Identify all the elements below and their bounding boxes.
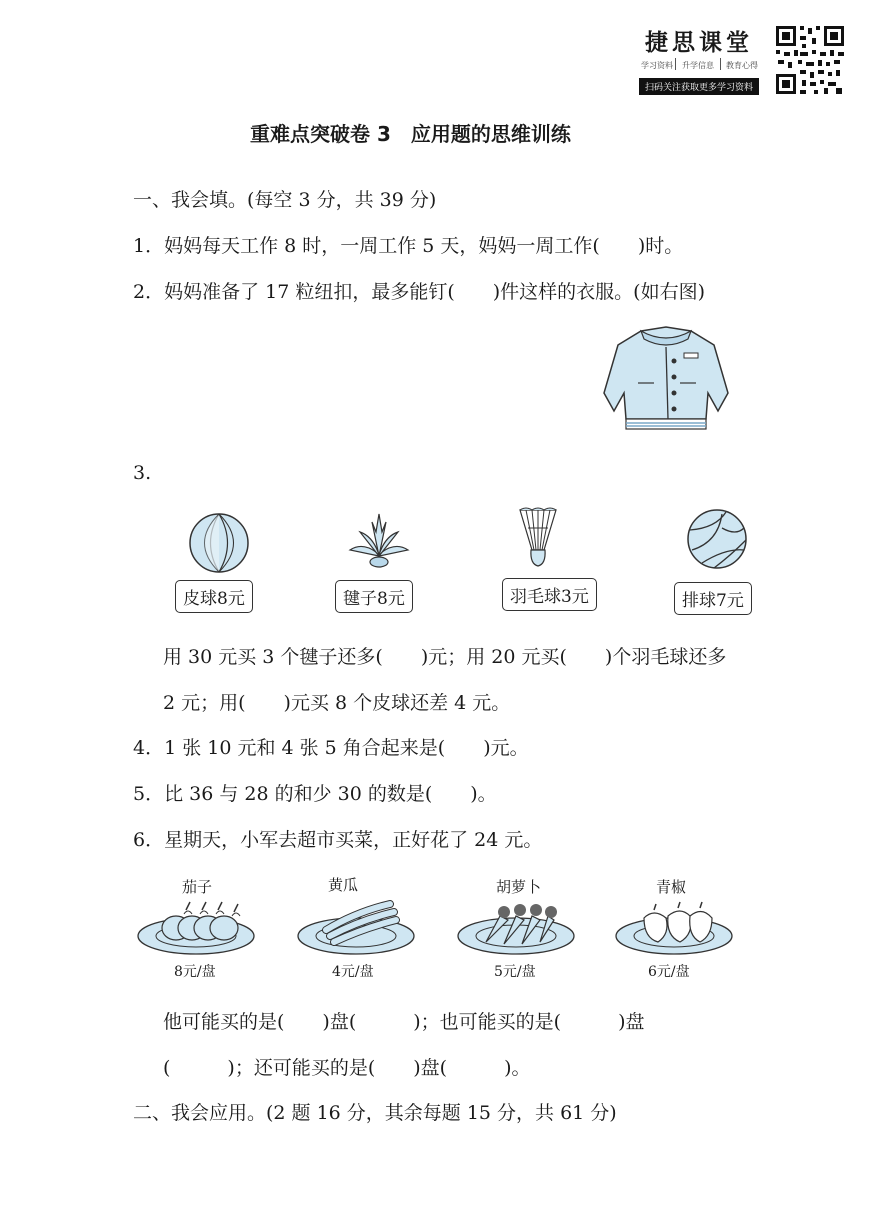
food-name-eggplant: 茄子 bbox=[182, 878, 213, 896]
jianzi-icon bbox=[346, 512, 412, 572]
section-2-heading: 二、我会应用。(2 题 16 分，其余每题 15 分，共 61 分) bbox=[133, 1102, 617, 1124]
food-name-pepper: 青椒 bbox=[656, 878, 687, 896]
food-price-pepper: 6元/盘 bbox=[648, 964, 690, 980]
question-3-number: 3. bbox=[133, 462, 152, 484]
price-label-volleyball: 排球7元 bbox=[674, 582, 752, 615]
brand-tag-1: 学习资料 bbox=[641, 61, 673, 70]
divider bbox=[720, 58, 721, 70]
brand-tag-2: 升学信息 bbox=[682, 61, 714, 70]
question-3-line-1: 用 30 元买 3 个毽子还多( )元；用 20 元买( )个羽毛球还多 bbox=[163, 646, 727, 668]
question-1: 1．妈妈每天工作 8 时，一周工作 5 天，妈妈一周工作( )时。 bbox=[133, 235, 684, 257]
ball-icon bbox=[188, 512, 250, 574]
price-label-ball: 皮球8元 bbox=[175, 580, 253, 613]
shuttlecock-icon bbox=[516, 506, 560, 568]
jacket-illustration bbox=[596, 323, 736, 435]
food-name-cucumber: 黄瓜 bbox=[328, 876, 359, 894]
carrot-plate-icon bbox=[456, 894, 576, 956]
question-3-line-2: 2 元；用( )元买 8 个皮球还差 4 元。 bbox=[163, 692, 511, 714]
question-6-line-2: ( )；还可能买的是( )盘( )。 bbox=[163, 1057, 531, 1079]
question-4: 4．1 张 10 元和 4 张 5 角合起来是( )元。 bbox=[133, 737, 529, 759]
food-price-eggplant: 8元/盘 bbox=[174, 964, 216, 980]
food-name-carrot: 胡萝卜 bbox=[496, 878, 542, 896]
divider bbox=[675, 58, 676, 70]
question-6: 6．星期天，小军去超市买菜，正好花了 24 元。 bbox=[133, 829, 543, 851]
price-label-shuttlecock: 羽毛球3元 bbox=[502, 578, 597, 611]
question-6-line-1: 他可能买的是( )盘( )；也可能买的是( )盘 bbox=[163, 1011, 645, 1033]
question-5: 5．比 36 与 28 的和少 30 的数是( )。 bbox=[133, 783, 497, 805]
brand-title: 捷思课堂 bbox=[645, 29, 753, 56]
eggplant-plate-icon bbox=[136, 894, 256, 956]
qr-code-icon[interactable] bbox=[774, 24, 846, 96]
brand-tag-3: 教育心得 bbox=[726, 61, 758, 70]
cucumber-plate-icon bbox=[296, 892, 416, 956]
price-label-jianzi: 毽子8元 bbox=[335, 580, 413, 613]
question-2: 2．妈妈准备了 17 粒纽扣，最多能钉( )件这样的衣服。(如右图) bbox=[133, 281, 705, 303]
pepper-plate-icon bbox=[614, 894, 734, 956]
section-1-heading: 一、我会填。(每空 3 分，共 39 分) bbox=[133, 189, 437, 211]
page-title: 重难点突破卷 3 应用题的思维训练 bbox=[250, 122, 571, 146]
scan-banner: 扫码关注获取更多学习资料 bbox=[639, 78, 759, 95]
food-price-carrot: 5元/盘 bbox=[494, 964, 536, 980]
volleyball-icon bbox=[686, 508, 748, 570]
food-price-cucumber: 4元/盘 bbox=[332, 964, 374, 980]
